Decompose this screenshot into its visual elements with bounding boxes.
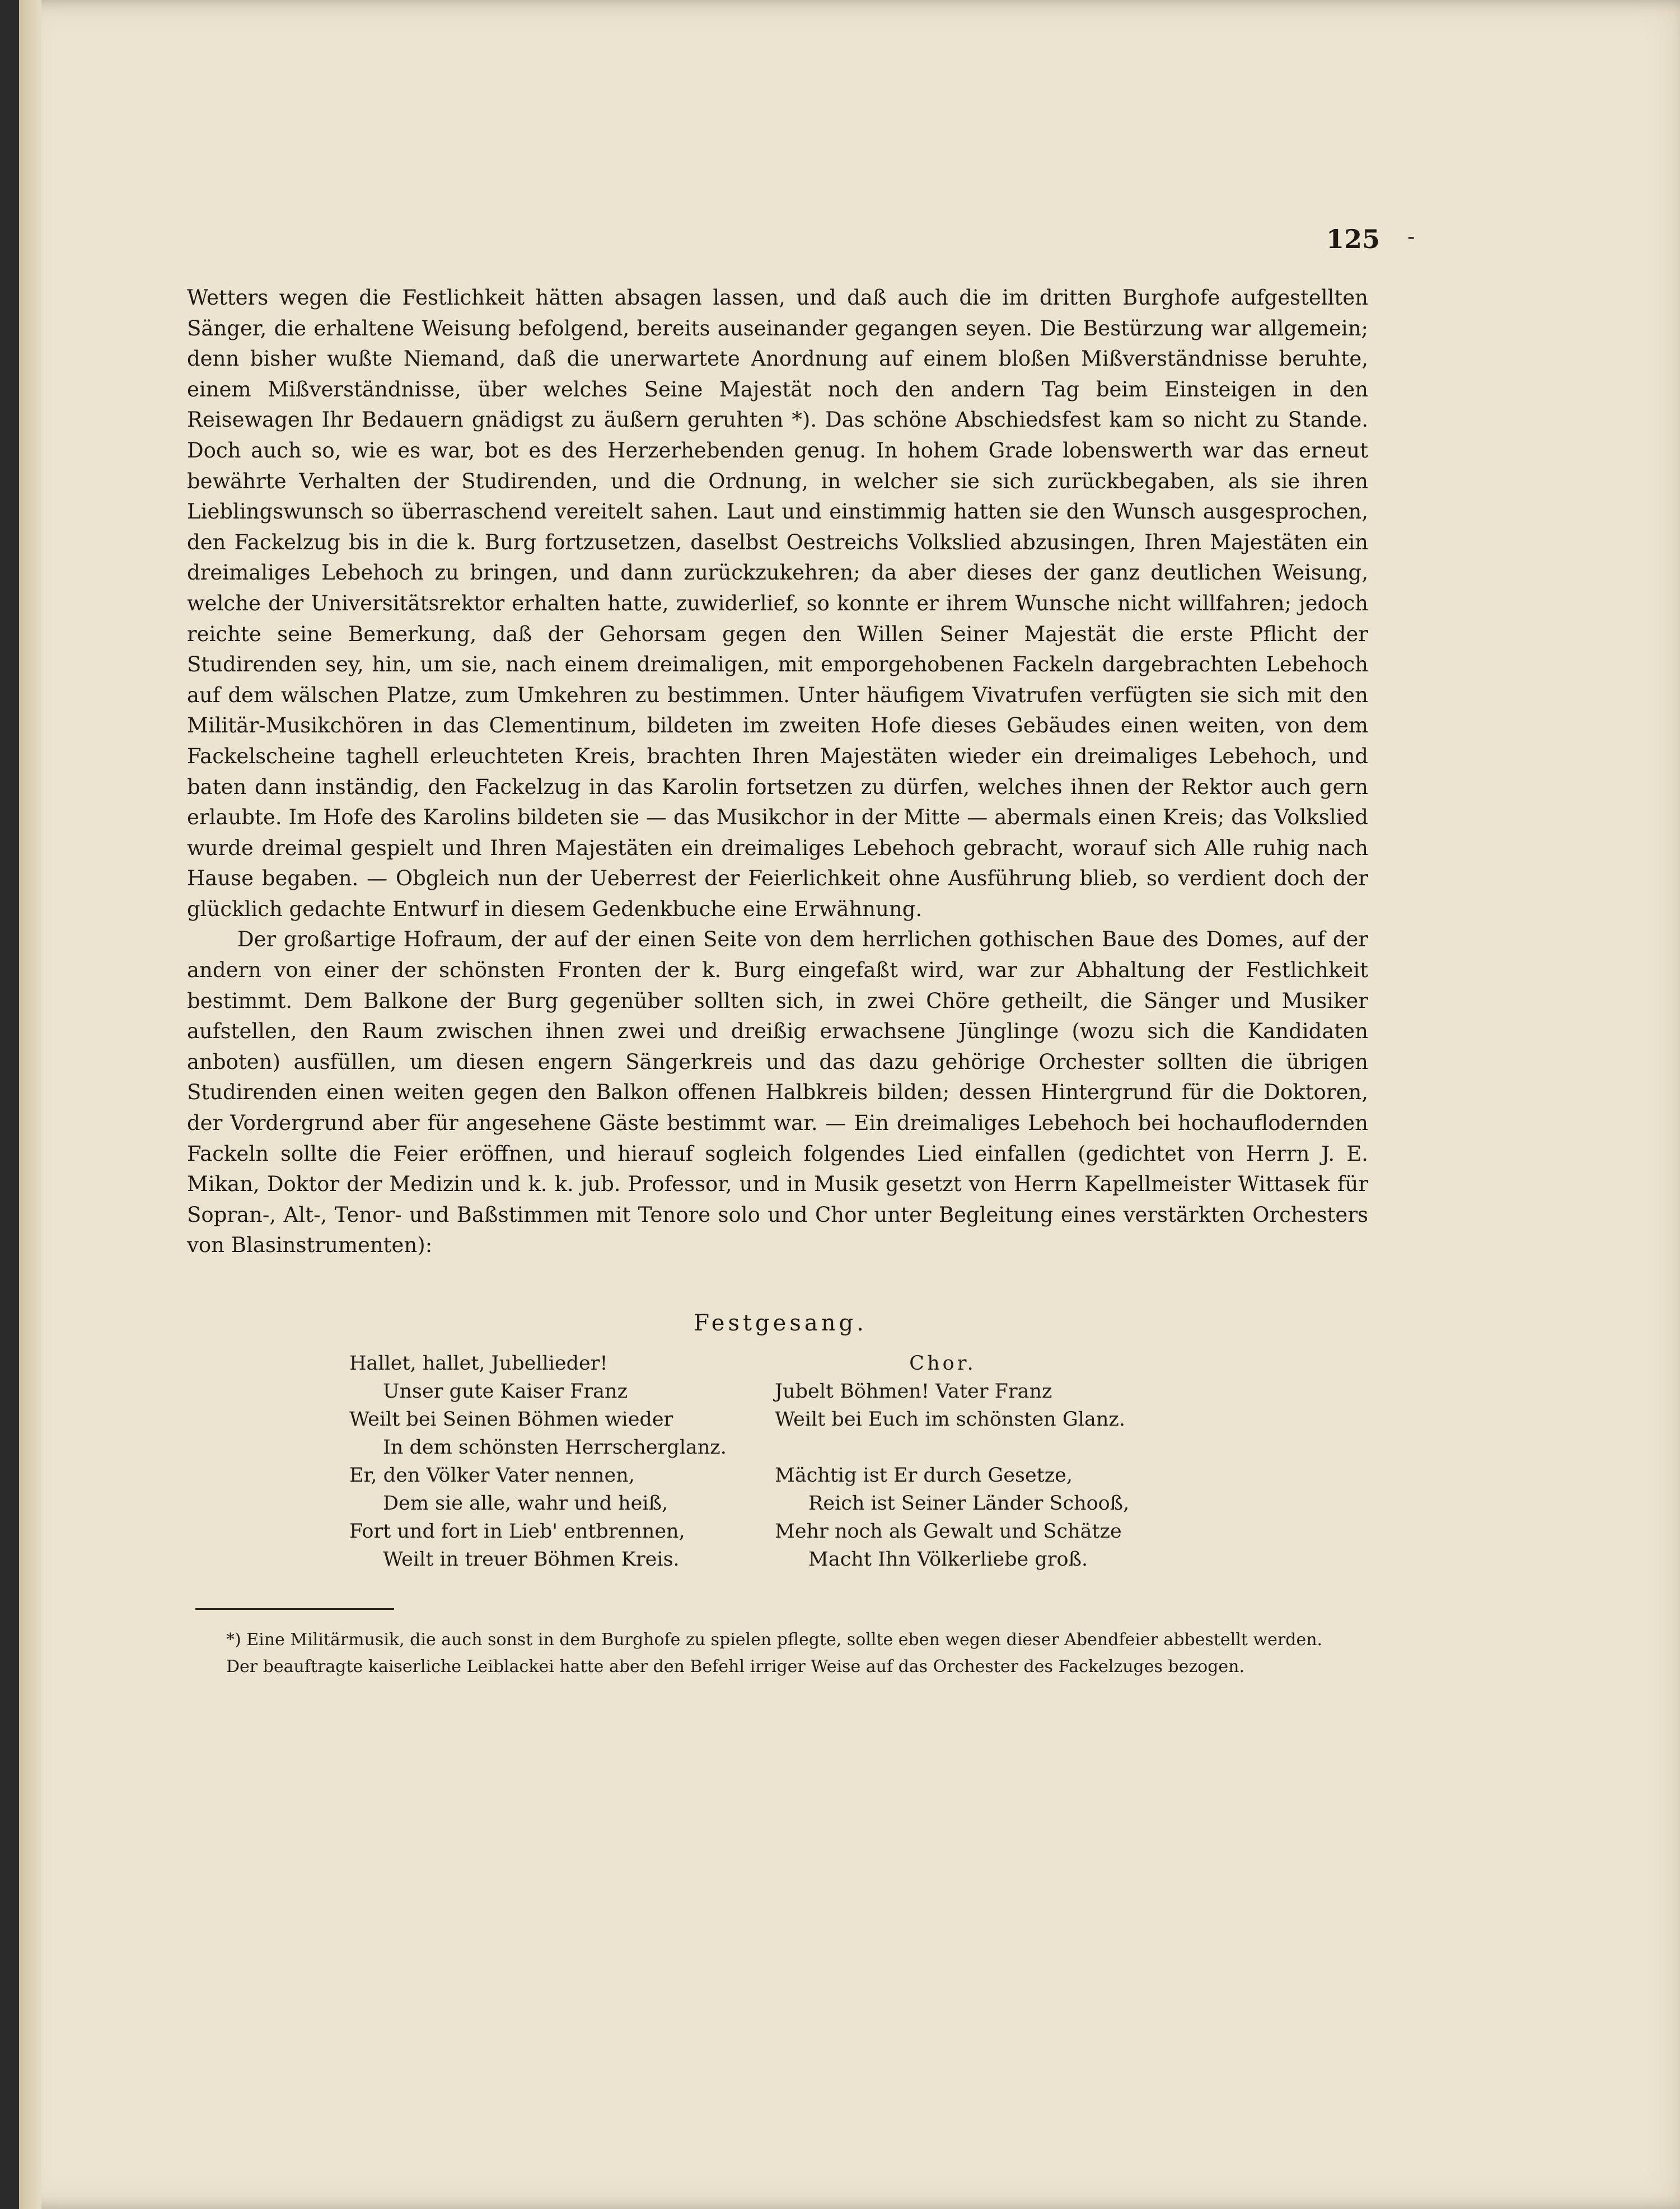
poem-line: Mehr noch als Gewalt und Schätze [775, 1520, 1122, 1543]
poem-line: Jubelt Böhmen! Vater Franz [775, 1380, 1052, 1403]
poem-line: Weilt in treuer Böhmen Kreis. [383, 1548, 680, 1571]
poem-line: Reich ist Seiner Länder Schooß, [808, 1492, 1130, 1515]
poem-line: Mächtig ist Er durch Gesetze, [775, 1464, 1073, 1487]
poem-line: Dem sie alle, wahr und heiß, [383, 1492, 668, 1515]
poem-left-column [349, 1349, 752, 1573]
poem-line: Weilt bei Euch im schönsten Glanz. [775, 1408, 1125, 1431]
corner-mark: - [1407, 224, 1415, 250]
poem-line: Unser gute Kaiser Franz [383, 1380, 628, 1403]
poem-line: In dem schönsten Herrscherglanz. [383, 1436, 727, 1459]
main-text [187, 283, 1368, 1261]
page-gutter [19, 0, 41, 2209]
page-number: 125 [1326, 224, 1380, 254]
poem-line: Weilt bei Seinen Böhmen wieder [349, 1408, 673, 1431]
footnote [226, 1627, 1374, 1680]
poem-title: Festgesang. [694, 1310, 867, 1336]
paragraph-2: Der großartige Hofraum, der auf der einen Seite von dem herrlichen gothischen Baue des Domes, auf der andern von einer der schönsten Fronten der k. Burg eingefaßt wird, war zur Abhaltung der Festlichkeit bestimmt. Dem Balkone der Burg gegenüber sollten sich, in zwei Chöre getheilt, die Sänger und Musiker aufstellen, den Raum zwischen ihnen zwei und dreißig erwachsene Jünglinge (wozu sich die Kandidaten anboten) ausfüllen, um diesen engern Sängerkreis und das dazu gehörige Orchester sollten die übrigen Studirenden einen weiten gegen den Balkon offenen Halbkreis bilden; dessen Hintergrund für die Doktoren, der Vordergrund aber für angesehene Gäste bestimmt war. — Ein dreimaliges Lebehoch bei hochauflodernden Fackeln sollte die Feier eröffnen, und hierauf sogleich folgendes Lied einfallen (gedichtet von Herrn J. E. Mikan, Doktor der Medizin und k. k. jub. Professor, und in Musik gesetzt von Herrn Kapellmeister Wittasek für Sopran-, Alt-, Tenor- und Baßstimmen mit Tenore solo und Chor unter Begleitung eines verstärkten Orchesters von Blasinstrumenten): [187, 927, 1368, 1258]
paragraph-1: Wetters wegen die Festlichkeit hätten absagen lassen, und daß auch die im dritten Burghofe aufgestellten Sänger, die erhaltene Weisung befolgend, bereits auseinander gegangen seyen. Die Bestürzung war allgemein; denn bisher wußte Niemand, daß die unerwartete Anordnung auf einem bloßen Mißverständnisse beruhte, einem Mißverständnisse, über welches Seine Majestät noch den andern Tag beim Einsteigen in den Reisewagen Ihr Bedauern gnädigst zu äußern geruhten *). Das schöne Abschiedsfest kam so nicht zu Stande. Doch auch so, wie es war, bot es des Herzerhebenden genug. In hohem Grade lobenswerth war das erneut bewährte Verhalten der Studirenden, und die Ordnung, in welcher sie sich zurückbegaben, als sie ihren Lieblingswunsch so überraschend vereitelt sahen. Laut und einstimmig hatten sie den Wunsch ausgesprochen, den Fackelzug bis in die k. Burg fortzusetzen, daselbst Oestreichs Volkslied abzusingen, Ihren Majestäten ein dreimaliges Lebehoch zu bringen, und dann zurückzukehren; da aber dieses der ganz deutlichen Weisung, welche der Universitätsrektor erhalten hatte, zuwiderlief, so konnte er ihrem Wunsche nicht willfahren; jedoch reichte seine Bemerkung, daß der Gehorsam gegen den Willen Seiner Majestät die erste Pflicht der Studirenden sey, hin, um sie, nach einem dreimaligen, mit emporgehobenen Fackeln dargebrachten Lebehoch auf dem wälschen Platze, zum Umkehren zu bestimmen. Unter häufigem Vivatrufen verfügten sie sich mit den Militär-Musikchören in das Clementinum, bildeten im zweiten Hofe dieses Gebäudes einen weiten, von dem Fackelscheine taghell erleuchteten Kreis, brachten Ihren Majestäten wieder ein dreimaliges Lebehoch, und baten dann inständig, den Fackelzug in das Karolin fortsetzen zu dürfen, welches ihnen der Rektor auch gern erlaubte. Im Hofe des Karolins bildeten sie — das Musikchor in der Mitte — abermals einen Kreis; das Volkslied wurde dreimal gespielt und Ihren Majestäten ein dreimaliges Lebehoch gebracht, worauf sich Alle ruhig nach Hause begaben. — Obgleich nun der Ueberrest der Feierlichkeit ohne Ausführung blieb, so verdient doch der glücklich gedachte Entwurf in diesem Gedenkbuche eine Erwähnung. [187, 286, 1368, 921]
chor-label: Chor. [909, 1352, 976, 1375]
footnote-divider [195, 1608, 394, 1610]
poem-line: Er, den Völker Vater nennen, [349, 1464, 635, 1487]
poem-right-column [775, 1349, 1200, 1573]
poem-line: Macht Ihn Völkerliebe groß. [808, 1548, 1088, 1571]
book-page [19, 0, 1680, 2209]
footnote-line: *) Eine Militärmusik, die auch sonst in dem Burghofe zu spielen pflegte, sollte eben wegen dieser Abendfeier abbestellt werden. [226, 1630, 1323, 1650]
poem-line: Hallet, hallet, Jubellieder! [349, 1352, 608, 1375]
poem-line: Fort und fort in Lieb' entbrennen, [349, 1520, 685, 1543]
footnote-line: Der beauftragte kaiserliche Leiblackei hatte aber den Befehl irriger Weise auf das Orchester des Fackelzuges bezogen. [226, 1657, 1245, 1676]
